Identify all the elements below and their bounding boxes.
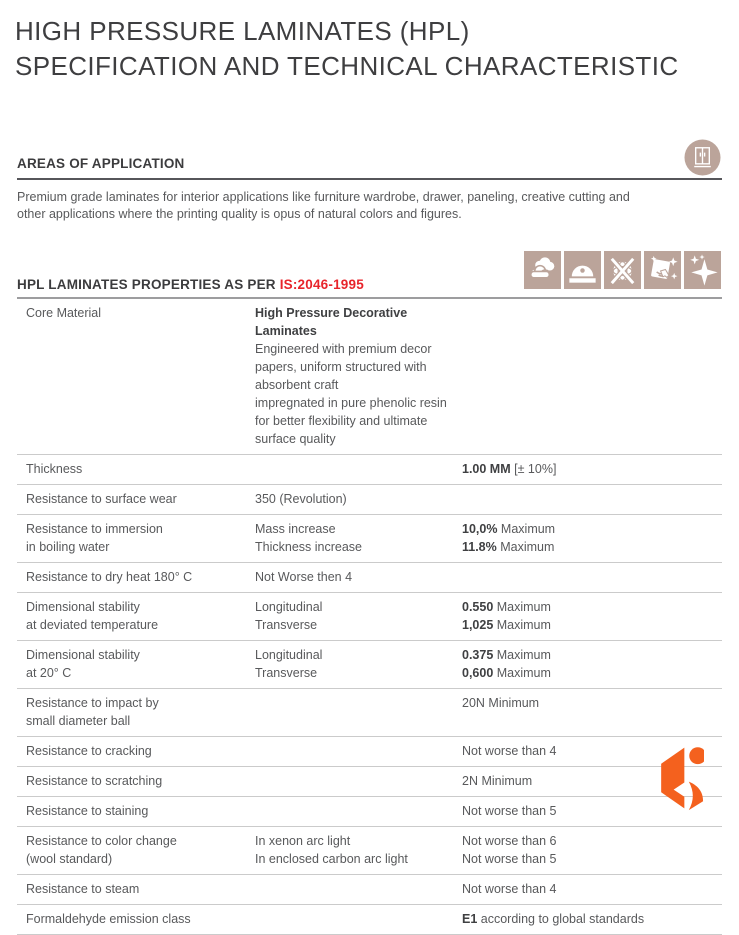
property-detail-cell: In xenon arc light In enclosed carbon arc light <box>255 834 408 866</box>
table-row <box>17 641 722 689</box>
table-row <box>17 797 722 827</box>
areas-body-text: Premium grade laminates for interior applications like furniture wardrobe, drawer, paneling, creative cutting and other applications where the printing quality is opus of natural colors and figures. <box>17 190 630 221</box>
easy-clean-wipe-icon <box>644 251 681 289</box>
property-detail-cell <box>255 910 462 928</box>
table-row <box>17 299 722 455</box>
property-name-cell: Formaldehyde emission class <box>26 912 191 926</box>
table-row <box>17 485 722 515</box>
table-row <box>17 563 722 593</box>
property-value-cell <box>462 568 722 586</box>
abrasion-dome-icon <box>564 251 601 289</box>
property-value-cell: 1.00 MM [± 10%] <box>462 462 557 476</box>
property-detail-cell: High Pressure Decorative Laminates Engineered with premium decor papers, uniform structured with absorbent craft impregnated in pure phenolic resin for better flexibility and ultimate surface quality <box>255 306 447 446</box>
property-name-cell: Core Material <box>26 306 102 320</box>
table-row <box>17 689 722 737</box>
page-title <box>15 14 679 84</box>
areas-of-application-section <box>17 156 722 222</box>
property-name-cell: Resistance to color change (wool standard) <box>26 834 177 866</box>
properties-table <box>17 297 722 935</box>
property-name-cell: Resistance to dry heat 180° C <box>26 570 193 584</box>
property-detail-cell: Mass increase Thickness increase <box>255 522 362 554</box>
feature-icon-tiles <box>524 251 721 289</box>
property-value-cell: Not worse than 5 <box>462 804 557 818</box>
section-divider <box>17 178 722 180</box>
no-scratch-yarn-icon-glyph <box>604 251 641 289</box>
properties-heading-prefix: HPL LAMINATES PROPERTIES AS PER <box>17 277 280 292</box>
areas-heading: AREAS OF APPLICATION <box>17 156 185 171</box>
table-row <box>17 455 722 485</box>
property-value-cell: Not worse than 4 <box>462 744 557 758</box>
property-value-cell: 0.550 Maximum 1,025 Maximum <box>462 600 551 632</box>
property-detail-cell <box>255 880 462 898</box>
property-name-cell: Resistance to immersion in boiling water <box>26 522 163 554</box>
property-value-cell <box>462 304 722 448</box>
property-value-cell: 2N Minimum <box>462 774 533 788</box>
no-scratch-yarn-icon <box>604 251 641 289</box>
abrasion-dome-icon-glyph <box>564 251 601 289</box>
property-name-cell: Dimensional stability at 20° C <box>26 648 140 680</box>
table-row <box>17 827 722 875</box>
shine-sparkle-icon-glyph <box>684 251 721 289</box>
table-row <box>17 593 722 641</box>
table-row <box>17 515 722 563</box>
table-row <box>17 905 722 935</box>
property-detail-cell <box>255 772 462 790</box>
property-detail-cell: Not Worse then 4 <box>255 570 353 584</box>
property-value-cell: E1 according to global standards <box>462 912 645 926</box>
property-name-cell: Resistance to staining <box>26 804 149 818</box>
clouds-icon <box>524 251 561 289</box>
property-value-cell: 20N Minimum <box>462 696 540 710</box>
property-detail-cell <box>255 742 462 760</box>
property-name-cell: Thickness <box>26 462 83 476</box>
title-line-2: SPECIFICATION AND TECHNICAL CHARACTERISTIC <box>15 51 679 81</box>
property-name-cell: Resistance to surface wear <box>26 492 177 506</box>
table-row <box>17 767 722 797</box>
brand-logo-glyph <box>654 745 704 811</box>
table-row <box>17 737 722 767</box>
easy-clean-wipe-icon-glyph <box>644 251 681 289</box>
property-name-cell: Resistance to impact by small diameter ball <box>26 696 159 728</box>
property-value-cell: 0.375 Maximum 0,600 Maximum <box>462 648 551 680</box>
property-detail-cell <box>255 802 462 820</box>
property-detail-cell: Longitudinal Transverse <box>255 648 323 680</box>
property-value-cell: 10,0% Maximum 11.8% Maximum <box>462 522 556 554</box>
property-name-cell: Resistance to steam <box>26 882 140 896</box>
title-line-1: HIGH PRESSURE LAMINATES (HPL) <box>15 16 470 46</box>
brand-logo <box>654 745 704 816</box>
shine-sparkle-icon <box>684 251 721 289</box>
property-detail-cell: 350 (Revolution) <box>255 492 347 506</box>
property-detail-cell <box>255 460 462 478</box>
standard-reference: IS:2046-1995 <box>279 277 364 292</box>
property-detail-cell: Longitudinal Transverse <box>255 600 323 632</box>
clouds-icon-glyph <box>524 251 561 289</box>
property-detail-cell <box>255 694 462 730</box>
property-value-cell: Not worse than 6 Not worse than 5 <box>462 834 557 866</box>
property-name-cell: Resistance to scratching <box>26 774 163 788</box>
table-row <box>17 875 722 905</box>
property-value-cell: Not worse than 4 <box>462 882 557 896</box>
property-value-cell <box>462 490 722 508</box>
properties-heading <box>17 277 364 292</box>
property-name-cell: Resistance to cracking <box>26 744 152 758</box>
property-name-cell: Dimensional stability at deviated temperature <box>26 600 159 632</box>
